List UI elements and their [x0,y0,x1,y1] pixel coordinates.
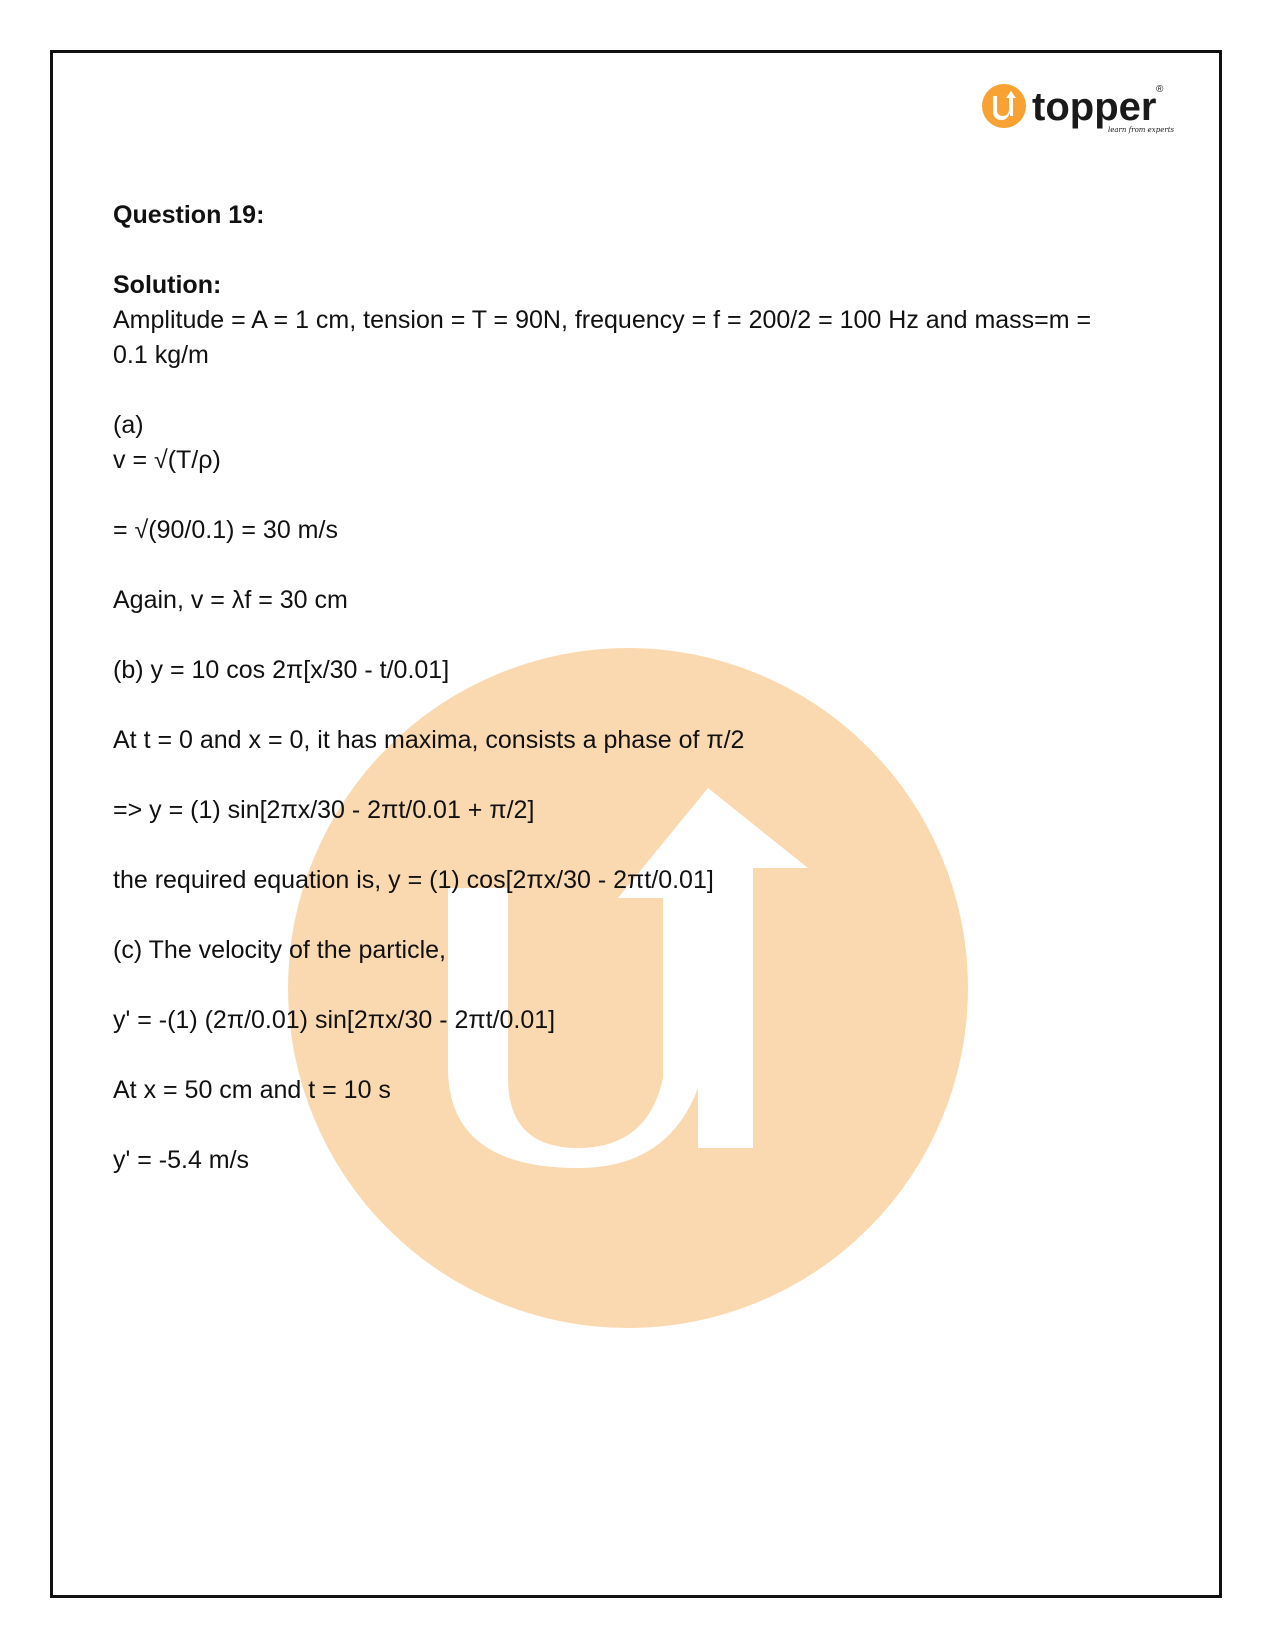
logo-registered-mark: ® [1156,84,1164,95]
part-b-equation: (b) y = 10 cos 2π[x/30 - t/0.01] [113,656,450,684]
question-title: Question 19: [113,201,265,229]
logo-brand-text: topper [1032,85,1157,129]
part-a-wavelength: Again, v = λf = 30 cm [113,586,348,614]
logo-tagline-text: learn from experts [1108,126,1175,134]
given-values-line-1: Amplitude = A = 1 cm, tension = T = 90N, frequency = f = 200/2 = 100 Hz and mass=m = [113,306,1092,334]
part-b-phase: At t = 0 and x = 0, it has maxima, consists a phase of π/2 [113,726,745,754]
part-a-label: (a) [113,411,144,439]
part-c-result: y' = -5.4 m/s [113,1146,250,1174]
solution-content [113,198,1153,1178]
part-a-calculation: = √(90/0.1) = 30 m/s [113,516,338,544]
part-b-sine-form: => y = (1) sin[2πx/30 - 2πt/0.01 + π/2] [113,796,535,824]
topper-logo [980,80,1180,140]
part-a-formula: v = √(T/ρ) [113,446,221,474]
part-b-result: the required equation is, y = (1) cos[2πx/30 - 2πt/0.01] [113,866,714,894]
part-c-formula: y' = -(1) (2π/0.01) sin[2πx/30 - 2πt/0.01] [113,1006,556,1034]
given-values-line-2: 0.1 kg/m [113,341,209,369]
solution-title: Solution: [113,271,222,299]
part-c-condition: At x = 50 cm and t = 10 s [113,1076,391,1104]
part-c-label: (c) The velocity of the particle, [113,936,447,964]
